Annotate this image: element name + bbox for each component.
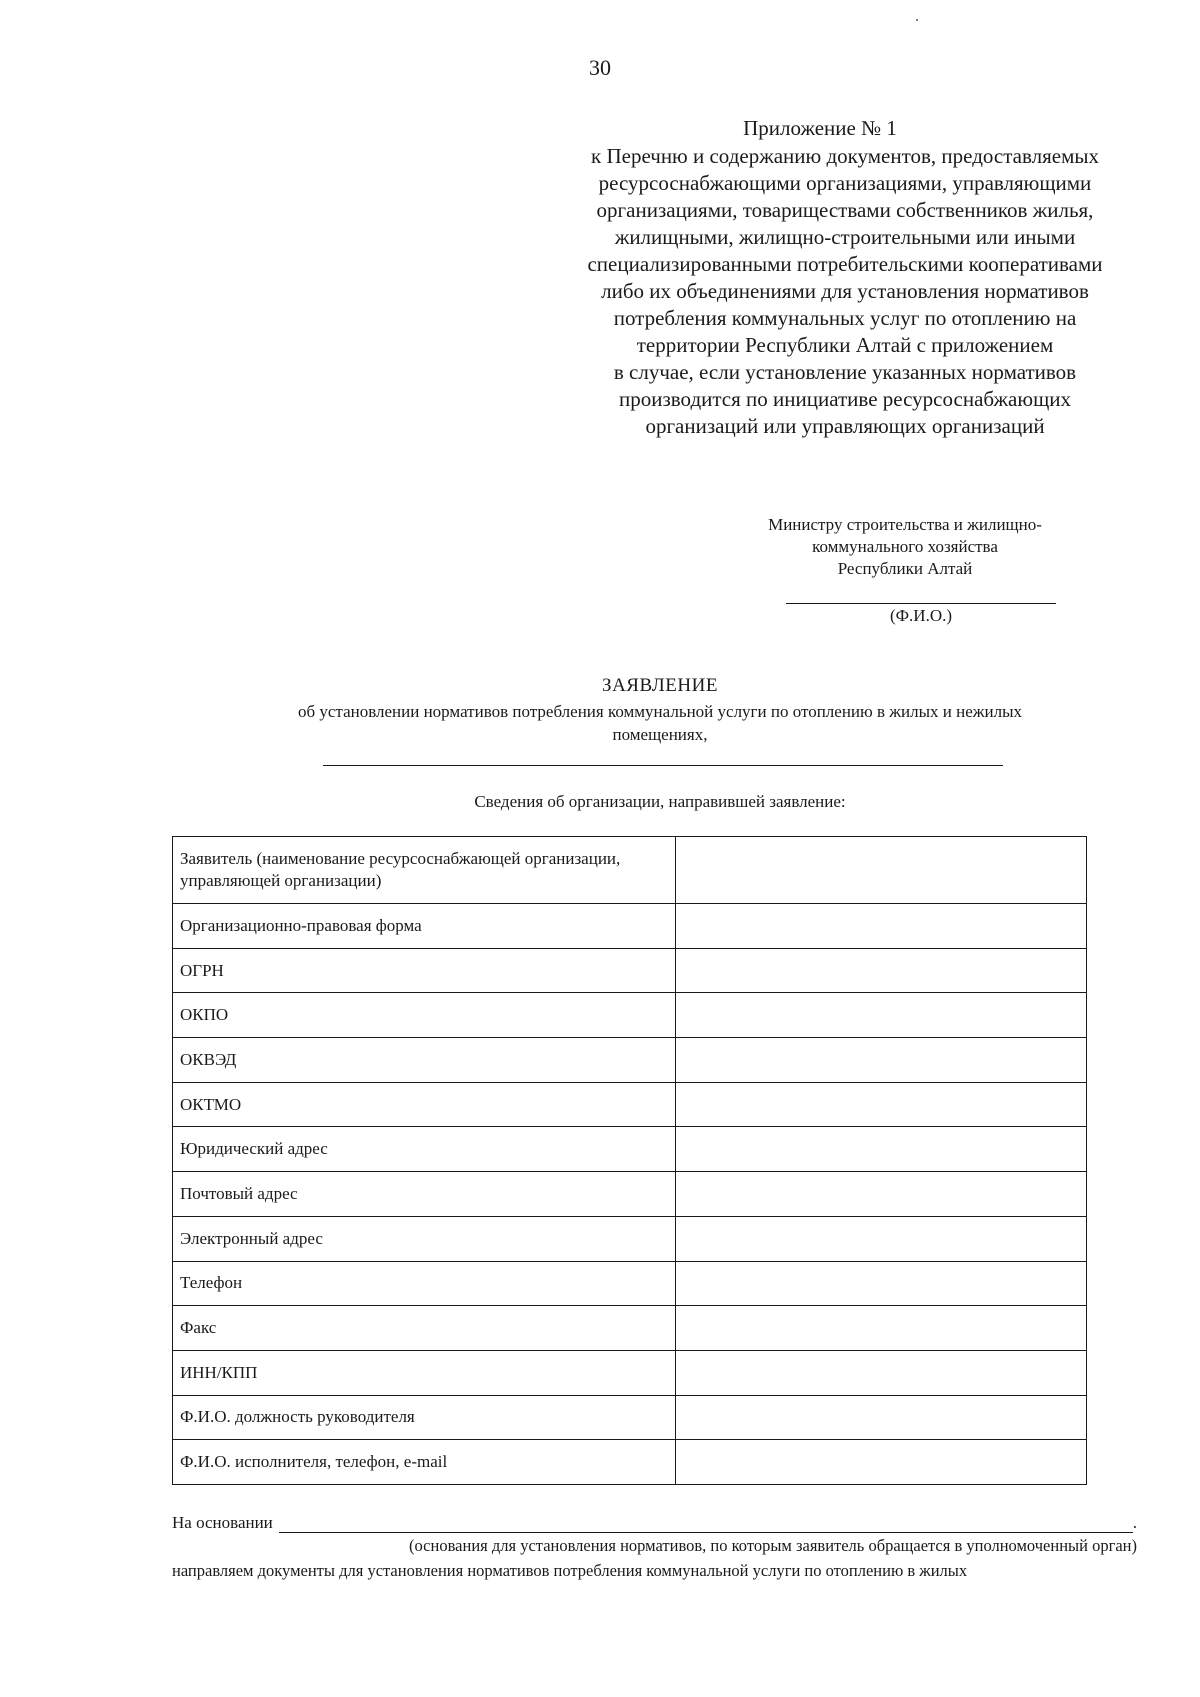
table-row	[173, 1172, 1087, 1217]
addressee-line: Министру строительства и жилищно-	[768, 515, 1042, 534]
appendix-line: организациями, товариществами собственников жилья,	[596, 198, 1094, 222]
appendix-line: либо их объединениями для установления нормативов	[601, 279, 1089, 303]
row-label: Организационно-правовая форма	[173, 904, 676, 949]
appendix-line: в случае, если установление указанных нормативов	[613, 360, 1077, 384]
row-value-field[interactable]	[676, 837, 1087, 904]
row-label: ИНН/КПП	[173, 1350, 676, 1395]
organization-info-table	[172, 836, 1087, 1485]
table-row	[173, 1306, 1087, 1351]
appendix-line: к Перечню и содержанию документов, предоставляемых	[591, 144, 1099, 168]
page-number: 30	[589, 55, 611, 80]
table-row	[173, 1127, 1087, 1172]
table-row	[173, 1261, 1087, 1306]
table-row	[173, 904, 1087, 949]
addressee-line: коммунального хозяйства	[812, 537, 998, 556]
row-value-field[interactable]	[676, 1261, 1087, 1306]
statement-title: ЗАЯВЛЕНИЕ	[602, 675, 718, 696]
basis-end-mark: .	[1132, 1513, 1137, 1532]
row-value-field[interactable]	[676, 1216, 1087, 1261]
basis-continuation-text: направляем документы для установления нормативов потребления коммунальной услуги по отоплению в жилых	[172, 1561, 968, 1580]
table-row	[173, 1082, 1087, 1127]
row-value-field[interactable]	[676, 1306, 1087, 1351]
row-label: Факс	[173, 1306, 676, 1351]
appendix-line: ресурсоснабжающими организациями, управляющими	[598, 171, 1092, 195]
row-label: Ф.И.О. должность руководителя	[173, 1395, 676, 1440]
appendix-line: территории Республики Алтай с приложением	[636, 333, 1054, 357]
row-value-field[interactable]	[676, 1172, 1087, 1217]
row-label: ОГРН	[173, 948, 676, 993]
appendix-line: потребления коммунальных услуг по отоплению на	[613, 306, 1077, 330]
table-row	[173, 1350, 1087, 1395]
statement-subject-blank[interactable]	[323, 765, 1003, 766]
appendix-line: производится по инициативе ресурсоснабжающих	[619, 387, 1071, 411]
row-label: Заявитель (наименование ресурсоснабжающей организации, управляющей организации)	[173, 837, 676, 904]
basis-blank-field[interactable]	[279, 1514, 1133, 1533]
table-row	[173, 1216, 1087, 1261]
statement-subtitle-line: помещениях,	[612, 725, 708, 744]
row-value-field[interactable]	[676, 904, 1087, 949]
table-row	[173, 1440, 1087, 1485]
appendix-line: жилищными, жилищно-строительными или иными	[614, 225, 1076, 249]
scan-artifact-dot	[916, 19, 918, 21]
row-label: ОКПО	[173, 993, 676, 1038]
row-value-field[interactable]	[676, 1127, 1087, 1172]
addressee-name-blank[interactable]	[786, 603, 1056, 604]
table-row	[173, 1395, 1087, 1440]
appendix-description	[540, 143, 1150, 440]
row-value-field[interactable]	[676, 1350, 1087, 1395]
row-value-field[interactable]	[676, 993, 1087, 1038]
table-caption: Сведения об организации, направившей заявление:	[474, 792, 846, 811]
appendix-line: специализированными потребительскими кооперативами	[587, 252, 1103, 276]
row-value-field[interactable]	[676, 1082, 1087, 1127]
row-label: ОКТМО	[173, 1082, 676, 1127]
addressee-block	[740, 514, 1070, 580]
basis-caption: (основания для установления нормативов, по которым заявитель обращается в уполномоченный орган)	[409, 1536, 1137, 1555]
row-label: Почтовый адрес	[173, 1172, 676, 1217]
appendix-title: Приложение № 1	[743, 116, 897, 140]
row-value-field[interactable]	[676, 1038, 1087, 1083]
appendix-line: организаций или управляющих организаций	[645, 414, 1045, 438]
table-row	[173, 993, 1087, 1038]
row-label: Электронный адрес	[173, 1216, 676, 1261]
addressee-name-caption: (Ф.И.О.)	[889, 606, 953, 625]
row-label: Телефон	[173, 1261, 676, 1306]
row-value-field[interactable]	[676, 1440, 1087, 1485]
basis-row	[172, 1513, 1137, 1533]
statement-subtitle-line: об установлении нормативов потребления коммунальной услуги по отоплению в жилых и нежилых	[297, 702, 1022, 721]
basis-prefix: На основании	[172, 1513, 273, 1532]
row-value-field[interactable]	[676, 948, 1087, 993]
row-value-field[interactable]	[676, 1395, 1087, 1440]
statement-subtitle	[230, 700, 1090, 746]
addressee-line: Республики Алтай	[837, 559, 973, 578]
row-label: ОКВЭД	[173, 1038, 676, 1083]
row-label: Юридический адрес	[173, 1127, 676, 1172]
table-row	[173, 837, 1087, 904]
row-label: Ф.И.О. исполнителя, телефон, e-mail	[173, 1440, 676, 1485]
table-row	[173, 1038, 1087, 1083]
table-row	[173, 948, 1087, 993]
